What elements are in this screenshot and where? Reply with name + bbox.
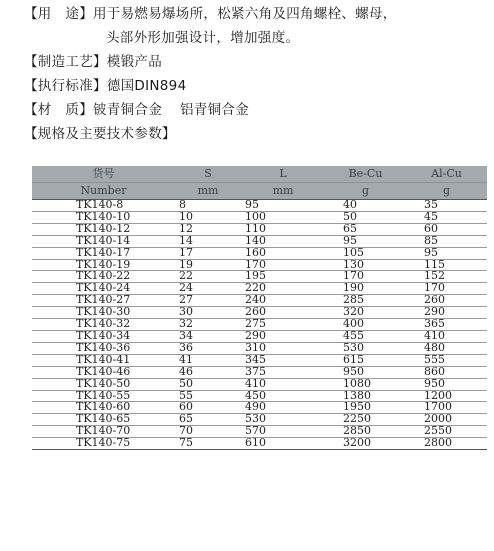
cell-alcu-weight: 480	[406, 342, 487, 354]
cell-model: TK140-60	[32, 402, 175, 414]
material-key: 【材 质】	[24, 102, 93, 118]
cell-becu-weight: 1380	[325, 390, 406, 402]
cell-s: 30	[175, 307, 241, 319]
material-line	[24, 98, 484, 122]
cell-model: TK140-55	[32, 390, 175, 402]
cell-model: TK140-30	[32, 307, 175, 319]
standard-key: 【执行标准】	[24, 78, 107, 94]
table-row	[32, 295, 487, 307]
cell-l: 240	[241, 295, 325, 307]
cell-model: TK140-50	[32, 378, 175, 390]
cell-becu-weight: 2850	[325, 426, 406, 438]
usage-line-continued	[24, 26, 484, 50]
cell-alcu-weight: 365	[406, 319, 487, 331]
cell-l: 220	[241, 283, 325, 295]
cell-alcu-weight: 85	[406, 235, 487, 247]
cell-s: 50	[175, 378, 241, 390]
cell-becu-weight: 615	[325, 354, 406, 366]
cell-alcu-weight: 115	[406, 259, 487, 271]
cell-model: TK140-70	[32, 426, 175, 438]
table-row	[32, 390, 487, 402]
table-row	[32, 402, 487, 414]
cell-alcu-weight: 260	[406, 295, 487, 307]
cell-s: 55	[175, 390, 241, 402]
spec-table-wrapper	[32, 166, 487, 450]
cell-alcu-weight: 2000	[406, 414, 487, 426]
cell-model: TK140-65	[32, 414, 175, 426]
table-body	[32, 200, 487, 450]
cell-becu-weight: 50	[325, 211, 406, 223]
cell-becu-weight: 320	[325, 307, 406, 319]
cell-alcu-weight: 1700	[406, 402, 487, 414]
cell-l: 95	[241, 200, 325, 212]
cell-alcu-weight: 1200	[406, 390, 487, 402]
cell-alcu-weight: 860	[406, 366, 487, 378]
usage-value: 用于易燃易爆场所，松紧六角及四角螺栓、螺母，	[93, 6, 397, 22]
standard-line	[24, 74, 484, 98]
cell-l: 260	[241, 307, 325, 319]
cell-l: 450	[241, 390, 325, 402]
standard-value: 德国DIN894	[106, 78, 187, 94]
cell-model: TK140-10	[32, 211, 175, 223]
cell-model: TK140-46	[32, 366, 175, 378]
cell-s: 27	[175, 295, 241, 307]
cell-s: 17	[175, 247, 241, 259]
table-row	[32, 342, 487, 354]
table-row	[32, 223, 487, 235]
cell-l: 290	[241, 330, 325, 342]
cell-alcu-weight: 2550	[406, 426, 487, 438]
header-s-unit: mm	[175, 183, 241, 200]
cell-alcu-weight: 60	[406, 223, 487, 235]
cell-alcu-weight: 2800	[406, 438, 487, 450]
header-alcu: Al-Cu	[406, 166, 487, 183]
cell-alcu-weight: 950	[406, 378, 487, 390]
table-row	[32, 211, 487, 223]
cell-model: TK140-34	[32, 330, 175, 342]
cell-l: 160	[241, 247, 325, 259]
table-row	[32, 235, 487, 247]
table-row	[32, 200, 487, 212]
cell-l: 530	[241, 414, 325, 426]
cell-s: 46	[175, 366, 241, 378]
header-alcu-unit: g	[406, 183, 487, 200]
cell-alcu-weight: 95	[406, 247, 487, 259]
cell-alcu-weight: 555	[406, 354, 487, 366]
spec-table	[32, 166, 487, 450]
cell-l: 345	[241, 354, 325, 366]
cell-becu-weight: 65	[325, 223, 406, 235]
table-row	[32, 330, 487, 342]
header-becu-unit: g	[325, 183, 406, 200]
cell-l: 170	[241, 259, 325, 271]
cell-model: TK140-24	[32, 283, 175, 295]
header-s: S	[175, 166, 241, 183]
material-value-becu: 铍青铜合金	[93, 102, 162, 118]
cell-becu-weight: 400	[325, 319, 406, 331]
table-header	[32, 166, 487, 200]
table-row	[32, 354, 487, 366]
cell-s: 32	[175, 319, 241, 331]
material-value-alcu: 铝青铜合金	[180, 102, 249, 118]
cell-alcu-weight: 45	[406, 211, 487, 223]
cell-l: 140	[241, 235, 325, 247]
cell-s: 65	[175, 414, 241, 426]
cell-model: TK140-75	[32, 438, 175, 450]
cell-alcu-weight: 170	[406, 283, 487, 295]
cell-becu-weight: 95	[325, 235, 406, 247]
cell-s: 34	[175, 330, 241, 342]
cell-s: 8	[175, 200, 241, 212]
header-row-cn	[32, 166, 487, 183]
cell-becu-weight: 3200	[325, 438, 406, 450]
cell-model: TK140-12	[32, 223, 175, 235]
cell-alcu-weight: 35	[406, 200, 487, 212]
product-spec-block	[24, 2, 484, 146]
cell-l: 375	[241, 366, 325, 378]
cell-model: TK140-14	[32, 235, 175, 247]
params-title-text: 【规格及主要技术参数】	[24, 126, 176, 142]
table-row	[32, 259, 487, 271]
cell-model: TK140-17	[32, 247, 175, 259]
table-row	[32, 378, 487, 390]
cell-becu-weight: 105	[325, 247, 406, 259]
cell-s: 24	[175, 283, 241, 295]
table-row	[32, 414, 487, 426]
cell-alcu-weight: 152	[406, 271, 487, 283]
table-row	[32, 319, 487, 331]
header-row-units	[32, 183, 487, 200]
cell-becu-weight: 130	[325, 259, 406, 271]
cell-model: TK140-36	[32, 342, 175, 354]
cell-l: 275	[241, 319, 325, 331]
table-row	[32, 307, 487, 319]
cell-s: 60	[175, 402, 241, 414]
cell-becu-weight: 1950	[325, 402, 406, 414]
cell-alcu-weight: 410	[406, 330, 487, 342]
header-number-cn: 货号	[32, 166, 175, 183]
usage-key: 【用 途】	[24, 6, 93, 22]
cell-becu-weight: 190	[325, 283, 406, 295]
cell-model: TK140-19	[32, 259, 175, 271]
cell-s: 36	[175, 342, 241, 354]
cell-model: TK140-41	[32, 354, 175, 366]
process-line	[24, 50, 484, 74]
cell-l: 610	[241, 438, 325, 450]
cell-s: 19	[175, 259, 241, 271]
params-title	[24, 122, 484, 146]
cell-s: 10	[175, 211, 241, 223]
header-becu: Be-Cu	[325, 166, 406, 183]
cell-becu-weight: 455	[325, 330, 406, 342]
table-row	[32, 283, 487, 295]
header-l-unit: mm	[241, 183, 325, 200]
cell-s: 70	[175, 426, 241, 438]
cell-becu-weight: 40	[325, 200, 406, 212]
usage-line	[24, 2, 484, 26]
table-row	[32, 438, 487, 450]
header-l: L	[241, 166, 325, 183]
cell-s: 12	[175, 223, 241, 235]
cell-l: 310	[241, 342, 325, 354]
cell-s: 41	[175, 354, 241, 366]
cell-becu-weight: 950	[325, 366, 406, 378]
cell-s: 14	[175, 235, 241, 247]
table-row	[32, 366, 487, 378]
process-value: 模锻产品	[106, 54, 163, 70]
cell-model: TK140-27	[32, 295, 175, 307]
cell-becu-weight: 530	[325, 342, 406, 354]
cell-becu-weight: 170	[325, 271, 406, 283]
cell-l: 570	[241, 426, 325, 438]
cell-becu-weight: 1080	[325, 378, 406, 390]
cell-l: 100	[241, 211, 325, 223]
header-number-en: Number	[32, 183, 175, 200]
table-row	[32, 426, 487, 438]
cell-l: 195	[241, 271, 325, 283]
table-row	[32, 271, 487, 283]
cell-model: TK140-22	[32, 271, 175, 283]
usage-value-continued: 头部外形加强设计，增加强度。	[106, 30, 300, 46]
cell-becu-weight: 285	[325, 295, 406, 307]
cell-model: TK140-32	[32, 319, 175, 331]
cell-s: 22	[175, 271, 241, 283]
cell-model: TK140-8	[32, 200, 175, 212]
table-row	[32, 247, 487, 259]
cell-s: 75	[175, 438, 241, 450]
cell-alcu-weight: 290	[406, 307, 487, 319]
cell-l: 110	[241, 223, 325, 235]
cell-becu-weight: 2250	[325, 414, 406, 426]
cell-l: 490	[241, 402, 325, 414]
cell-l: 410	[241, 378, 325, 390]
process-key: 【制造工艺】	[24, 54, 107, 70]
